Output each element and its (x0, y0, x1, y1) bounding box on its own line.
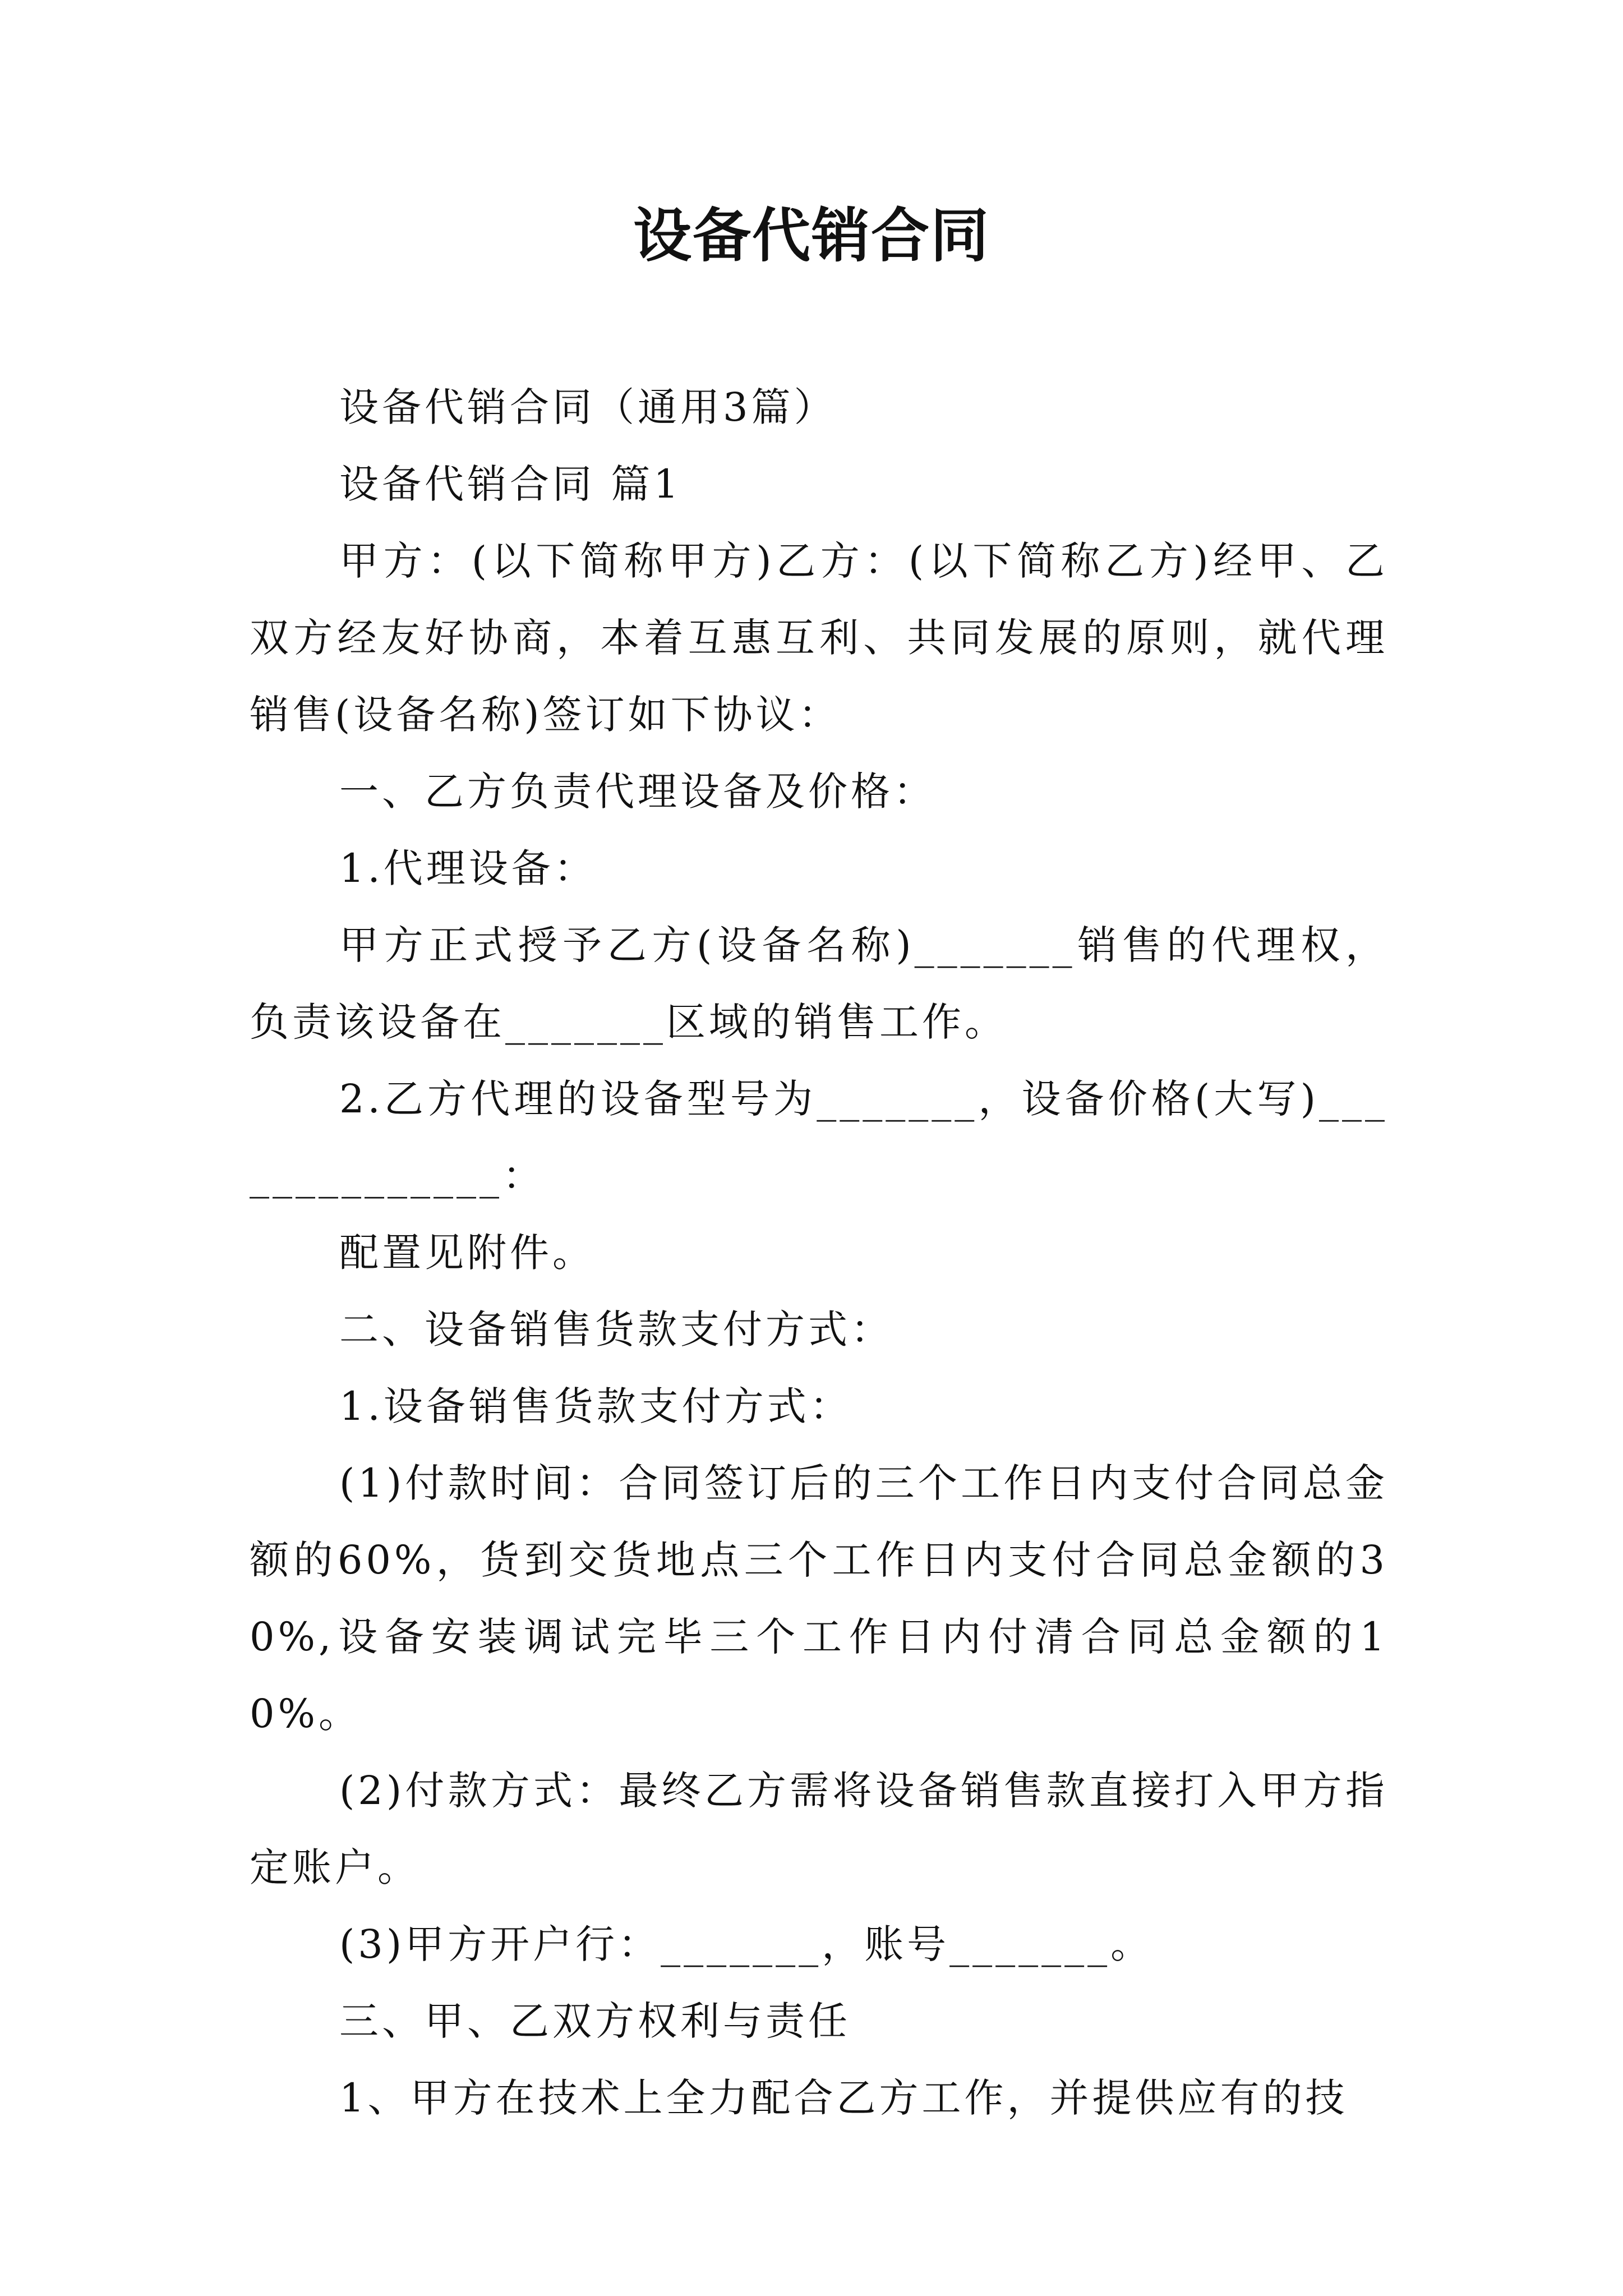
document-body (250, 369, 1388, 2137)
paragraph-clause-1-heading: 一、乙方负责代理设备及价格： (339, 769, 936, 815)
paragraph-clause-3-1: 1、甲方在技术上全力配合乙方工作，并提供应有的技 (339, 2075, 1348, 2121)
paragraph-payment-method: (2)付款方式：最终乙方需将设备销售款直接打入甲方指定账户。 (250, 1768, 1388, 1890)
paragraph-agency-grant: 甲方正式授予乙方(设备名称)_______销售的代理权，负责该设备在_______区域的销售工作。 (250, 922, 1388, 1045)
paragraph-configuration: 配置见附件。 (339, 1230, 595, 1276)
paragraph-section-heading: 设备代销合同 篇1 (339, 461, 682, 507)
document-title: 设备代销合同 (633, 201, 990, 270)
paragraph-bank-account: (3)甲方开户行：_______，账号_______。 (339, 1921, 1154, 1967)
paragraph-clause-2-heading: 二、设备销售货款支付方式： (339, 1306, 893, 1352)
paragraph-subtitle: 设备代销合同（通用3篇） (339, 384, 837, 430)
paragraph-payment-time: (1)付款时间：合同签订后的三个工作日内支付合同总金额的60%，货到交货地点三个工作日内支付合同总金额的30%,设备安装调试完毕三个工作日内付清合同总金额的10%。 (250, 1460, 1388, 1737)
paragraph-clause-3-heading: 三、甲、乙双方权利与责任 (339, 1998, 851, 2044)
paragraph-clause-1-1: 1.代理设备： (339, 845, 597, 891)
paragraph-model-price: 2.乙方代理的设备型号为_______，设备价格(大写)______________： (250, 1076, 1388, 1199)
paragraph-parties: 甲方：(以下简称甲方)乙方：(以下简称乙方)经甲、乙双方经友好协商，本着互惠互利、共同发展的原则，就代理销售(设备名称)签订如下协议： (250, 538, 1388, 738)
paragraph-clause-2-1: 1.设备销售货款支付方式： (339, 1383, 852, 1429)
